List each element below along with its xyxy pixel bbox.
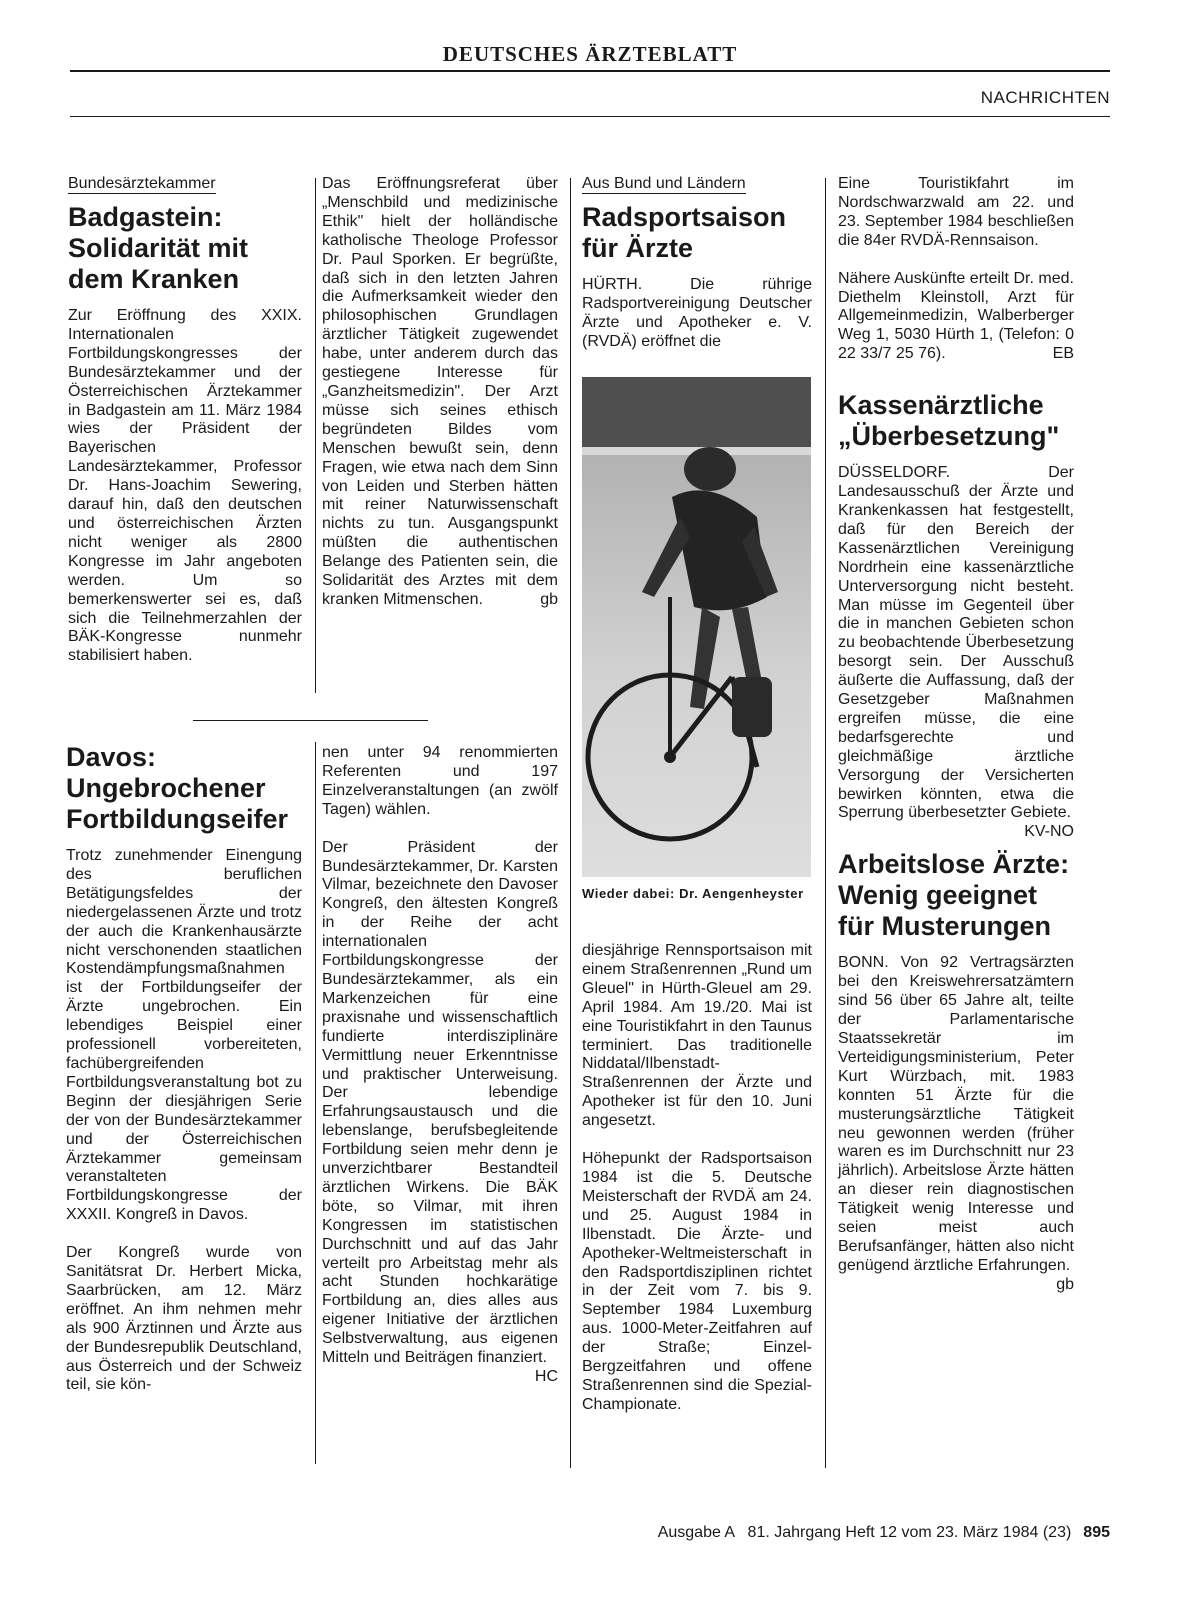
page-number: 895 [1083,1524,1110,1541]
column-divider [315,742,316,1464]
article-radsport-bottom [582,942,812,1415]
author-signature: gb [1056,1275,1074,1293]
article-body: Höhepunkt der Radsportsaison 1984 ist die 5. Deutsche Meisterschaft der RVDÄ am 24. und 25. August 1984 in Ilbenstadt. Die Ärzte- und Apotheker-Weltmeisterschaft in den Radsportdisziplinen richtet in der Zeit vom 7. bis 9. September 1984 Luxemburg aus. 1000-Meter-Zeitfahren auf der Straße; Einzel-Bergzeitfahren und offene Straßenrennen sind die Spezial-Championate. [582,1150,812,1413]
author-signature: KV-NO [1024,823,1074,841]
article-text: Der Präsident der Bundesärztekammer, Dr. Karsten Vilmar, bezeichnete den Davoser Kongreß, den ältesten Kongreß in der Reihe der acht internationalen Fortbildungskongresse der Bundesärztekammer, als ein Markenzeichen für eine praxisnahe und wissenschaftlich fundierte interdisziplinäre Vermittlung neuer Erkenntnisse und praktischer Unterweisung. Der lebendige Erfahrungsaustausch und die lebenslange, berufsbegleitende Fortbildung seien mehr denn je unverzichtbarer Bestandteil ärztlichen Wirkens. Die BÄK böte, so Vilmar, mit ihren Kongressen im statistischen Durchschnitt und auf das Jahr verteilt pro Arbeitstag mehr als acht Stunden hochkarätige Fortbildung an, dies alles aus eigener Initiative der ärztlichen Selbstverwaltung, aus eigenen Mitteln und Beiträgen finanziert. [322,838,558,1367]
author-signature: gb [540,590,558,608]
article-badgastein-col1 [68,175,302,666]
article-body: Trotz zunehmender Einengung des beruflichen Betätigungsfeldes der niedergelassenen Ärzte und trotz der auch die Krankenhausärzte nicht verschonenden staatlichen Kostendämpfungsmaßnahmen ist der Fortbildungseifer der Ärzte ungebrochen. Ein lebendiges Beispiel einer professionell vorbereiteten, fachübergreifenden Fortbildungsveranstaltung bot zu Beginn der diesjährigen Serie der von der Bundesärztekammer und der Österreichischen Ärztekammer gemeinsam veranstalteten Fortbildungskongresse der XXXII. Kongreß in Davos. [66,847,302,1224]
article-body [322,175,558,610]
headline-arbeitslose: Arbeitslose Ärzte: Wenig geeignet für Musterungen [838,849,1070,942]
article-davos-col1 [66,738,302,1395]
column-divider [825,178,826,1468]
article-body: Eine Touristikfahrt im Nordschwarzwald am 22. und 23. September 1984 beschließen die 84er RVDÄ-Rennsaison. [838,175,1074,249]
masthead-rule [70,70,1110,72]
article-text: DÜSSELDORF. Der Landesausschuß der Ärzte und Krankenkassen hat festgestellt, daß für den Bereich der Kassenärztlichen Vereinigung Nordrhein eine kassenärztliche Unterversorgung nicht besteht. Man müsse im Gegenteil über die in manchen Gebieten schon zu beobachtende Überbesetzung besorgt sein. Der Ausschuß äußerte die Auffassung, daß der Gesetzgeber Maßnahmen ergreifen müsse, die eine bedarfsgerechte und gleichmäßige ärztliche Versorgung der Versicherten bewirken könnten, etwa die Sperrung überbesetzter Gebiete. [838,464,1074,822]
article-body [838,954,1074,1293]
author-signature: EB [1052,345,1074,363]
article-body: Zur Eröffnung des XXIX. Internationalen Fortbildungskongresses der Bundesärztekammer und der Österreichischen Ärztekammer in Badgastein am 11. März 1984 wies der Präsident der Bayerischen Landesärztekammer, Professor Dr. Hans-Joachim Sewering, darauf hin, daß den deutschen und österreichischen Ärzten nicht weniger als 2800 Kongresse im Jahr angeboten werden. Um so bemerkenswerter sei es, daß sich die Teilnehmerzahlen der BÄK-Kongresse nunmehr stabilisiert haben. [68,307,302,665]
article-badgastein-col2 [322,175,558,610]
cyclist-photo [582,377,811,877]
kicker-aus-bund-und-laendern: Aus Bund und Ländern [582,175,746,192]
cyclist-photo-illustration [582,377,811,877]
article-body [838,270,1074,365]
kicker-bundesaerztekammer: Bundesärztekammer [68,175,216,192]
article-body: nen unter 94 renommierten Referenten und 197 Einzelveranstaltungen (an zwölf Tagen) wählen. [322,744,558,818]
headline-radsport: Radsportsaison für Ärzte [582,202,787,263]
article-body: Der Kongreß wurde von Sanitätsrat Dr. Herbert Micka, Saarbrücken, am 12. März eröffnet. An ihm nehmen mehr als 900 Ärztinnen und Ärzte aus der Bundesrepublik Deutschland, aus Österreich und der Schweiz teil, sie kön- [66,1244,302,1394]
article-separator [193,720,428,721]
article-text: BONN. Von 92 Vertragsärzten bei den Kreiswehrersatzämtern sind 56 über 65 Jahre alt, teilte der Parlamentarische Staatssekretär im Verteidigungsministerium, Peter Kurt Würzbach, mit. 1983 konnten 51 Ärzte für die musterungsärztliche Tätigkeit neu gewonnen werden (früher waren es im Durchschnitt nur 23 jährlich). Arbeitslose Ärzte hätten an dieser rein diagnostischen Tätigkeit wenig Interesse und seien meist auch Berufsanfänger, hätten also nicht genügend ärztliche Erfahrungen. [838,954,1074,1274]
article-col4 [838,175,1074,1295]
article-davos-col2 [322,744,558,1387]
publication-title: DEUTSCHES ÄRZTEBLATT [442,42,738,66]
author-signature: HC [534,1368,558,1385]
headline-davos: Davos: Ungebrochener Fortbildungseifer [66,742,288,834]
article-body [322,838,558,1385]
photo-caption: Wieder dabei: Dr. Aengenheyster [582,886,804,901]
article-body [838,464,1074,841]
column-divider [570,178,571,1468]
article-body: diesjährige Rennsportsaison mit einem Straßenrennen „Rund um Gleuel" in Hürth-Gleuel am 29. April 1984. Am 19./20. Mai ist eine Touristikfahrt in den Taunus terminiert. Das traditionelle Niddatal/Ilbenstadt-Straßenrennen der Ärzte und Apotheker ist für den 10. Juni angesetzt. [582,942,812,1130]
article-body: HÜRTH. Die rührige Radsportvereinigung Deutscher Ärzte und Apotheker e. V. (RVDÄ) eröffnet die [582,276,812,350]
page-footer [658,1524,1110,1542]
article-text: Das Eröffnungsreferat über „Menschbild und medizinische Ethik" hielt der holländische katholische Theologe Professor Dr. Paul Sporken. Er begrüßte, daß sich in den letzten Jahren die Aufmerksamkeit wieder den philosophischen Grundlagen ärztlicher Tätigkeit zugewendet habe, unter anderem durch das gestiegene Interesse für „Ganzheitsmedizin". Der Arzt müsse sich seines ethisch begründeten Bildes vom Menschen bewußt sein, denn Fragen, wie etwa nach dem Sinn von Leiden und Sterben hätten mit reiner Naturwissenschaft nichts zu tun. Ausgangspunkt müßten die authentischen Belange des Patienten sein, die Solidarität des Arztes mit dem kranken Mitmenschen. [322,175,558,608]
section-label: NACHRICHTEN [980,88,1110,107]
article-radsport-top [582,175,812,352]
issue-info: Ausgabe A 81. Jahrgang Heft 12 vom 23. März 1984 (23) [657,1524,1072,1541]
article-text: Nähere Auskünfte erteilt Dr. med. Diethelm Kleinstoll, Arzt für Allgemeinmedizin, Walberberger Weg 1, 5030 Hürth 1, (Telefon: 0 22 33/7 25 76). [838,269,1074,363]
headline-badgastein: Badgastein: Solidarität mit dem Kranken [68,202,249,294]
section-rule [70,116,1110,117]
headline-kassen: Kassenärztliche „Überbesetzung" [838,390,1060,452]
column-divider [315,178,316,693]
